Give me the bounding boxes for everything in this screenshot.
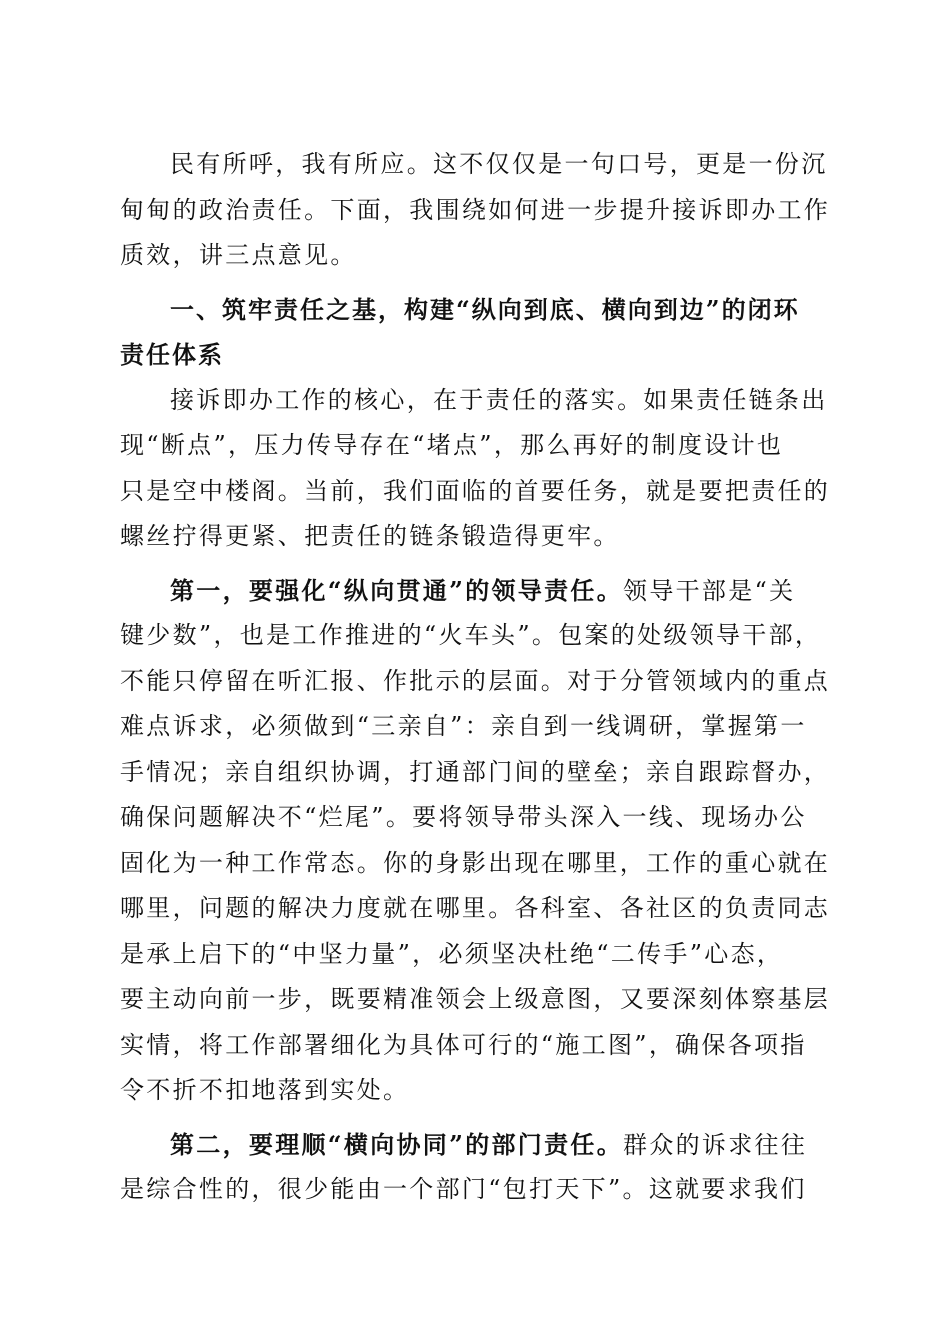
heading-line: 责任体系 <box>120 340 224 369</box>
text-line: 是综合性的，很少能由一个部门“包打天下”。这就要求我们 <box>120 1175 807 1203</box>
heading-line: 一、筑牢责任之基，构建“纵向到底、横向到边”的闭环 <box>170 294 800 324</box>
text-line: 实情，将工作部署细化为具体可行的“施工图”，确保各项指 <box>120 1030 807 1059</box>
point-text: 群众的诉求往往 <box>623 1130 808 1159</box>
section-heading <box>120 287 825 378</box>
document-body <box>120 142 831 1213</box>
text-line: 螺丝拧得更紧、把责任的链条锻造得更牢。 <box>120 522 620 550</box>
text-line: 只是空中楼阁。当前，我们面临的首要任务，就是要把责任的 <box>120 476 831 505</box>
paragraph-core <box>120 378 831 560</box>
text-line <box>120 568 825 614</box>
paragraph-intro <box>120 142 831 279</box>
paragraph-second-point <box>120 1122 825 1213</box>
text-line: 确保问题解决不“烂尾”。要将领导带头深入一线、现场办公 <box>120 803 807 831</box>
point-text: 领导干部是“关 <box>623 576 796 605</box>
text-line: 令不折不扣地落到实处。 <box>120 1076 410 1104</box>
paragraph-gap <box>120 279 825 287</box>
text-line: 难点诉求，必须做到“三亲自”：亲自到一线调研，掌握第一 <box>120 712 807 740</box>
paragraph-gap <box>120 1114 825 1122</box>
paragraph-gap <box>120 560 825 568</box>
paragraph-first-point <box>120 568 831 1114</box>
point-lead: 第二，要理顺“横向协同”的部门责任。 <box>170 1129 624 1159</box>
text-line: 固化为一种工作常态。你的身影出现在哪里，工作的重心就在 <box>120 848 831 877</box>
text-line: 甸甸的政治责任。下面，我围绕如何进一步提升接诉即办工作 <box>120 195 831 224</box>
text-line: 不能只停留在听汇报、作批示的层面。对于分管领域内的重点 <box>120 666 831 695</box>
text-line: 键少数”，也是工作推进的“火车头”。包案的处级领导干部， <box>120 621 822 649</box>
text-line: 手情况；亲自组织协调，打通部门间的壁垒；亲自跟踪督办， <box>120 757 831 786</box>
text-line: 现“断点”，压力传导存在“堵点”，那么再好的制度设计也 <box>120 431 784 459</box>
text-line: 哪里，问题的解决力度就在哪里。各科室、各社区的负责同志 <box>120 894 831 922</box>
text-line: 是承上启下的“中坚力量”，必须坚决杜绝“二传手”心态， <box>120 939 784 968</box>
point-lead: 第一，要强化“纵向贯通”的领导责任。 <box>170 575 624 605</box>
text-line: 质效，讲三点意见。 <box>120 241 357 269</box>
text-line: 接诉即办工作的核心，在于责任的落实。如果责任链条出 <box>170 385 828 414</box>
text-line <box>120 1122 825 1168</box>
text-line: 民有所呼，我有所应。这不仅仅是一句口号，更是一份沉 <box>170 150 828 178</box>
text-line: 要主动向前一步，既要精准领会上级意图，又要深刻体察基层 <box>120 985 831 1013</box>
